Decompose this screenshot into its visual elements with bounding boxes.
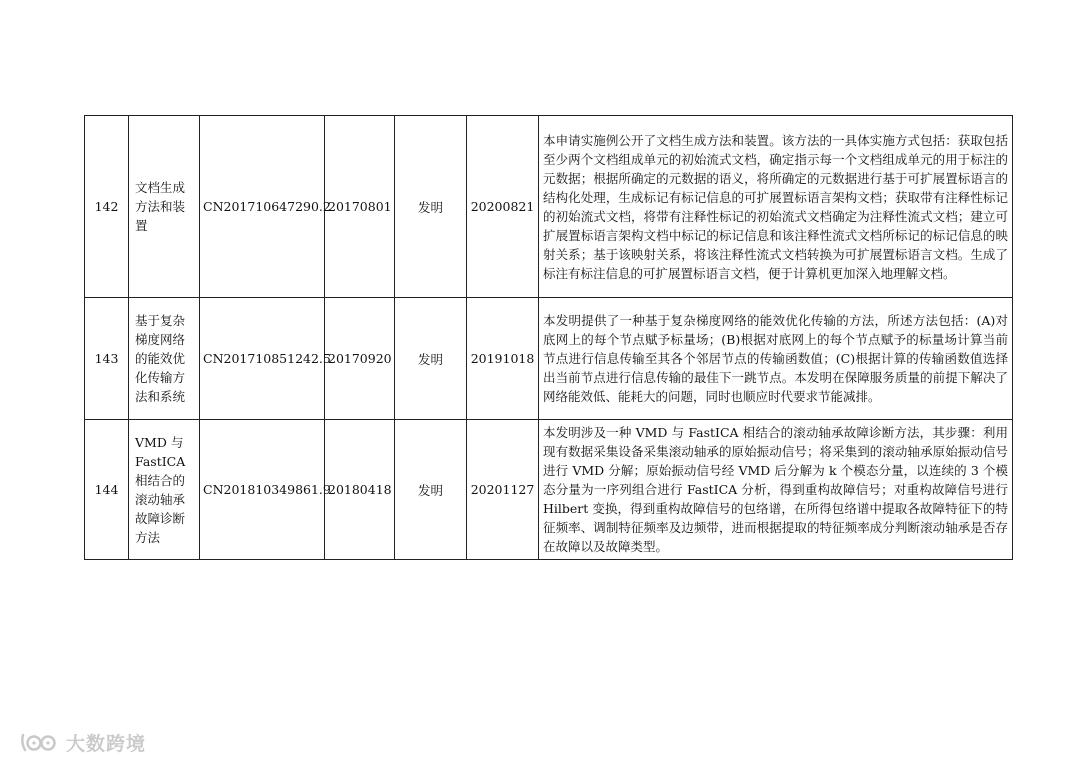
publication-date: 20191018 xyxy=(467,298,539,420)
title-line: 基于复杂 xyxy=(135,313,186,328)
table-row xyxy=(85,420,1013,560)
application-date: 20170801 xyxy=(325,116,395,298)
table-row xyxy=(85,298,1013,420)
title-line: 方法和装 xyxy=(135,199,186,214)
patent-table xyxy=(84,115,1013,560)
row-number: 142 xyxy=(85,116,129,298)
publication-date: 20200821 xyxy=(467,116,539,298)
patent-type: 发明 xyxy=(395,298,467,420)
title-line: 相结合的 xyxy=(135,472,186,488)
title-line: 文档生成 xyxy=(135,180,186,195)
title-line: 化传输方 xyxy=(135,370,186,385)
patent-abstract: 本申请实施例公开了文档生成方法和装置。该方法的一具体实施方式包括：获取包括至少两个文档组成单元的初始流式文档，确定指示每一个文档组成单元的用于标注的元数据；根据所确定的元数据的语义，将所确定的元数据进行基于可扩展置标语言的结构化处理，生成标记有标记信息的可扩展置标语言架构文档；获取带有注释性标记的初始流式文档，将带有注释性标记的初始流式文档确定为注释性流式文档；建立可扩展置标语言架构文档中标记的标记信息和该注释性流式文档所标记的标记信息的映射关系；基于该映射关系，将该注释性流式文档转换为可扩展置标语言文档。生成了标注有标注信息的可扩展置标语言文档，便于计算机更加深入地理解文档。 xyxy=(539,116,1013,298)
application-number: CN201710647290.2 xyxy=(200,116,325,298)
patent-abstract: 本发明提供了一种基于复杂梯度网络的能效优化传输的方法，所述方法包括：(A)对底网上的每个节点赋予标量场；(B)根据对底网上的每个节点赋予的标量场计算当前节点进行信息传输至其各个邻居节点的传输函数值；(C)根据计算的传输函数值选择出当前节点进行信息传输的最佳下一跳节点。本发明在保障服务质量的前提下解决了网络能效低、能耗大的问题，同时也顺应时代要求节能减排。 xyxy=(539,298,1013,420)
patent-title xyxy=(129,420,200,560)
watermark xyxy=(20,729,146,756)
title-line: VMD 与 xyxy=(135,434,184,450)
table-row xyxy=(85,116,1013,298)
title-line: 梯度网络 xyxy=(135,332,186,347)
title-line: 滚动轴承 xyxy=(135,491,186,507)
application-date: 20170920 xyxy=(325,298,395,420)
title-line: 方法 xyxy=(135,529,161,545)
application-number: CN201710851242.5 xyxy=(200,298,325,420)
row-number: 143 xyxy=(85,298,129,420)
patent-abstract: 本发明涉及一种 VMD 与 FastICA 相结合的滚动轴承故障诊断方法，其步骤：利用现有数据采集设备采集滚动轴承的原始振动信号；将采集到的滚动轴承原始振动信号进行 VMD 分解；原始振动信号经 VMD 后分解为 k 个模态分量，以连续的 3 个模态分量为一序列组合进行 FastICA 分析，得到重构故障信号；对重构故障信号进行 Hilbert 变换，得到重构故障信号的包络谱，在所得包络谱中提取各故障特征下的特征频率、调制特征频率及边频带，进而根据提取的特征频率成分判断滚动轴承是否存在故障以及故障类型。 xyxy=(539,420,1013,560)
application-number: CN201810349861.9 xyxy=(200,420,325,560)
row-number: 144 xyxy=(85,420,129,560)
patent-type: 发明 xyxy=(395,420,467,560)
title-line: FastICA xyxy=(135,453,186,469)
title-line: 故障诊断 xyxy=(135,510,186,526)
brand-logo-icon xyxy=(20,730,60,756)
title-line: 的能效优 xyxy=(135,351,186,366)
title-line: 置 xyxy=(135,218,148,233)
patent-title xyxy=(129,116,200,298)
title-line: 法和系统 xyxy=(135,389,186,404)
publication-date: 20201127 xyxy=(467,420,539,560)
patent-title xyxy=(129,298,200,420)
application-date: 20180418 xyxy=(325,420,395,560)
patent-type: 发明 xyxy=(395,116,467,298)
watermark-text: 大数跨境 xyxy=(66,733,147,755)
